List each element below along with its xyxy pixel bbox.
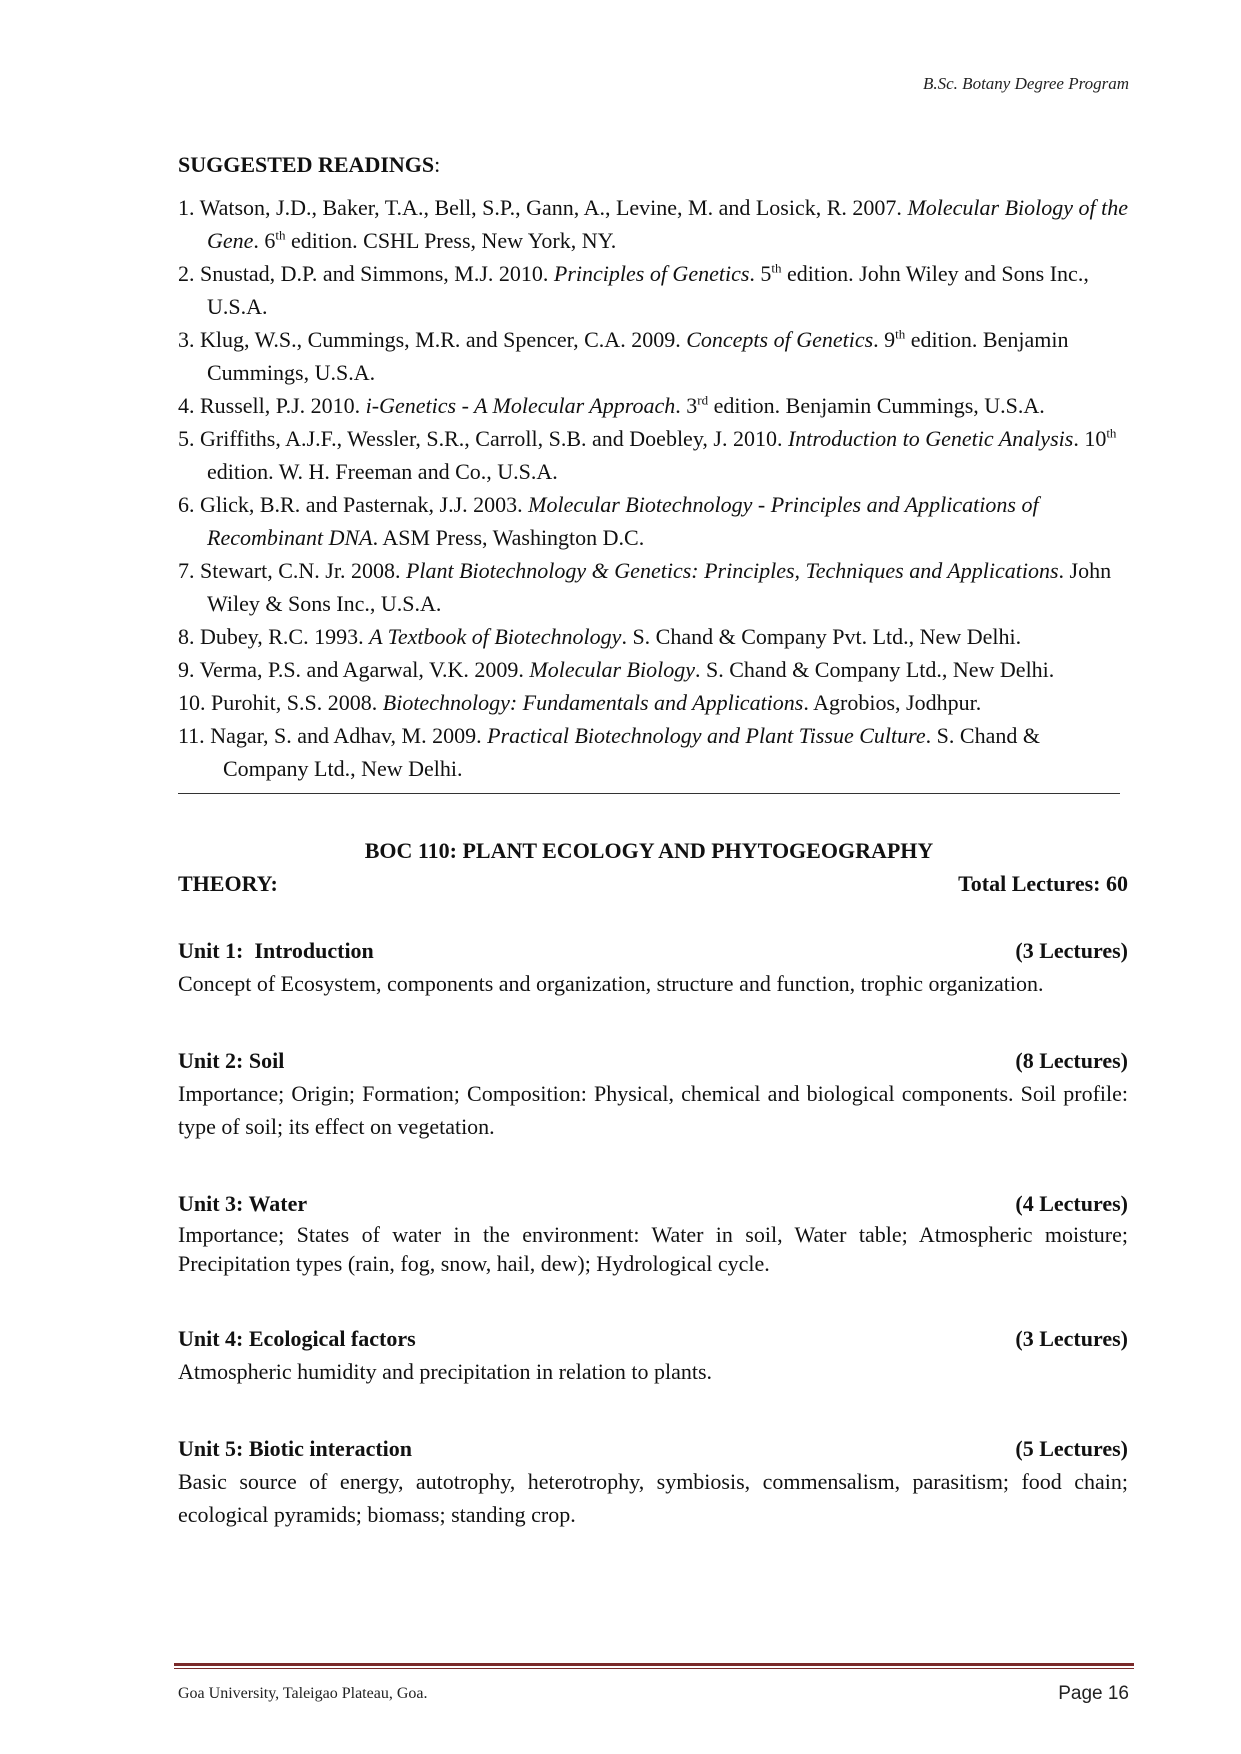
unit-header (178, 1044, 1128, 1077)
unit-title: Unit 3: Water (178, 1191, 308, 1216)
reading-number: 8. (178, 624, 195, 649)
reading-publisher: . S. Chand & Company Ltd., New Delhi. (223, 723, 1040, 781)
reading-title: Molecular Biology (529, 657, 695, 682)
unit-description: Importance; Origin; Formation; Composition: Physical, chemical and biological components. Soil profile: type of soil; its effect on vegetation. (178, 1081, 1128, 1139)
reading-authors: Nagar, S. and Adhav, M. 2009. (210, 723, 488, 748)
unit-header (178, 1432, 1128, 1465)
unit-lectures: (5 Lectures) (1015, 1436, 1128, 1461)
reading-item (178, 554, 1128, 620)
footer-rule (174, 1663, 1134, 1666)
reading-edition-suffix: th (275, 227, 286, 243)
reading-title: Biotechnology: Fundamentals and Applications (382, 690, 804, 715)
unit-header (178, 934, 1128, 967)
reading-title: Principles of Genetics (553, 261, 750, 286)
unit-lectures: (8 Lectures) (1015, 1048, 1128, 1073)
reading-publisher: edition. CSHL Press, New York, NY. (285, 228, 617, 253)
unit-lectures: (3 Lectures) (1015, 1326, 1128, 1351)
reading-authors: Griffiths, A.J.F., Wessler, S.R., Carroll, S.B. and Doebley, J. 2010. (200, 426, 788, 451)
unit-block (178, 1044, 1128, 1143)
reading-number: 7. (178, 558, 195, 583)
reading-title: A Textbook of Biotechnology (369, 624, 622, 649)
reading-authors: Russell, P.J. 2010. (200, 393, 366, 418)
theory-row (178, 867, 1128, 900)
reading-title: Introduction to Genetic Analysis (787, 426, 1074, 451)
readings-heading-colon: : (434, 152, 441, 177)
unit-title: Unit 5: Biotic interaction (178, 1436, 413, 1461)
unit-title: Unit 4: Ecological factors (178, 1326, 416, 1351)
reading-number: 10. (178, 690, 206, 715)
theory-label: THEORY: (178, 871, 278, 896)
reading-edition: . 9 (873, 327, 896, 352)
reading-item (178, 620, 1128, 653)
reading-edition-suffix: th (1106, 425, 1117, 441)
unit-title: Unit 2: Soil (178, 1048, 285, 1073)
reading-edition: . 10 (1073, 426, 1107, 451)
unit-header (178, 1322, 1128, 1355)
reading-number: 9. (178, 657, 195, 682)
reading-title: Molecular Biology of the Gene (207, 195, 1128, 253)
reading-publisher: . ASM Press, Washington D.C. (372, 525, 645, 550)
reading-authors: Stewart, C.N. Jr. 2008. (200, 558, 406, 583)
unit-header (178, 1187, 1128, 1220)
reading-title: Practical Biotechnology and Plant Tissue Culture (487, 723, 926, 748)
reading-item (178, 653, 1128, 686)
reading-number: 2. (178, 261, 195, 286)
reading-item (178, 257, 1128, 323)
page-number: Page 16 (1058, 1683, 1129, 1704)
course-title: BOC 110: PLANT ECOLOGY AND PHYTOGEOGRAPHY (364, 838, 934, 863)
reading-edition: . 3 (675, 393, 698, 418)
unit-lectures: (4 Lectures) (1015, 1191, 1128, 1216)
reading-edition-suffix: rd (697, 392, 709, 408)
reading-item (178, 191, 1128, 257)
unit-description: Concept of Ecosystem, components and organization, structure and function, trophic organization. (178, 971, 1044, 996)
reading-item (178, 719, 1128, 785)
reading-item (178, 422, 1128, 488)
unit-block (178, 1322, 1128, 1388)
running-header: B.Sc. Botany Degree Program (923, 74, 1129, 93)
reading-publisher: . S. Chand & Company Ltd., New Delhi. (694, 657, 1055, 682)
reading-edition: . 5 (749, 261, 772, 286)
readings-heading (178, 148, 1128, 181)
page-content (178, 148, 1128, 1531)
reading-authors: Snustad, D.P. and Simmons, M.J. 2010. (200, 261, 554, 286)
reading-item (178, 686, 1128, 719)
unit-block (178, 1432, 1128, 1531)
reading-item (178, 323, 1128, 389)
unit-title: Unit 1: Introduction (178, 938, 374, 963)
reading-number: 4. (178, 393, 195, 418)
reading-title: Plant Biotechnology & Genetics: Principles, Techniques and Applications (405, 558, 1059, 583)
reading-edition-suffix: th (895, 326, 906, 342)
reading-authors: Watson, J.D., Baker, T.A., Bell, S.P., Gann, A., Levine, M. and Losick, R. 2007. (199, 195, 908, 220)
footer-institution: Goa University, Taleigao Plateau, Goa. (178, 1685, 428, 1702)
reading-publisher: . Agrobios, Jodhpur. (803, 690, 982, 715)
reading-edition-suffix: th (771, 260, 782, 276)
reading-publisher: edition. Benjamin Cummings, U.S.A. (207, 327, 1069, 385)
unit-lectures: (3 Lectures) (1015, 938, 1128, 963)
unit-block (178, 934, 1128, 1000)
reading-title: Concepts of Genetics (686, 327, 874, 352)
unit-description: Basic source of energy, autotrophy, heterotrophy, symbiosis, commensalism, parasitism; food chain; ecological pyramids; biomass; standing crop. (178, 1469, 1128, 1527)
reading-title: Molecular Biotechnology - Principles and Applications of Recombinant DNA (207, 492, 1039, 550)
section-divider (178, 793, 1120, 794)
reading-number: 3. (178, 327, 195, 352)
unit-description: Atmospheric humidity and precipitation in relation to plants. (178, 1359, 713, 1384)
reading-publisher: . S. Chand & Company Pvt. Ltd., New Delhi. (621, 624, 1022, 649)
footer-rule-thin (174, 1668, 1134, 1669)
reading-authors: Klug, W.S., Cummings, M.R. and Spencer, C.A. 2009. (200, 327, 687, 352)
reading-publisher: edition. John Wiley and Sons Inc., U.S.A. (207, 261, 1089, 319)
reading-publisher: edition. Benjamin Cummings, U.S.A. (708, 393, 1045, 418)
reading-authors: Dubey, R.C. 1993. (200, 624, 370, 649)
reading-authors: Purohit, S.S. 2008. (211, 690, 383, 715)
readings-list (178, 191, 1128, 785)
unit-description: Importance; States of water in the environment: Water in soil, Water table; Atmospheric moisture; Precipitation types (rain, fog, snow, hail, dew); Hydrological cycle. (178, 1222, 1128, 1276)
reading-authors: Glick, B.R. and Pasternak, J.J. 2003. (200, 492, 529, 517)
unit-block (178, 1187, 1128, 1278)
reading-title: i-Genetics - A Molecular Approach (365, 393, 676, 418)
reading-item (178, 488, 1128, 554)
readings-heading-text: SUGGESTED READINGS (178, 152, 435, 177)
reading-edition: . 6 (253, 228, 276, 253)
reading-publisher: edition. W. H. Freeman and Co., U.S.A. (207, 459, 558, 484)
reading-number: 6. (178, 492, 195, 517)
reading-number: 1. (178, 195, 195, 220)
reading-item (178, 389, 1128, 422)
reading-authors: Verma, P.S. and Agarwal, V.K. 2009. (199, 657, 530, 682)
total-lectures: Total Lectures: 60 (958, 871, 1128, 896)
reading-number: 5. (178, 426, 195, 451)
reading-publisher: . John Wiley & Sons Inc., U.S.A. (207, 558, 1112, 616)
units-list (178, 934, 1128, 1531)
reading-number: 11. (178, 723, 205, 748)
